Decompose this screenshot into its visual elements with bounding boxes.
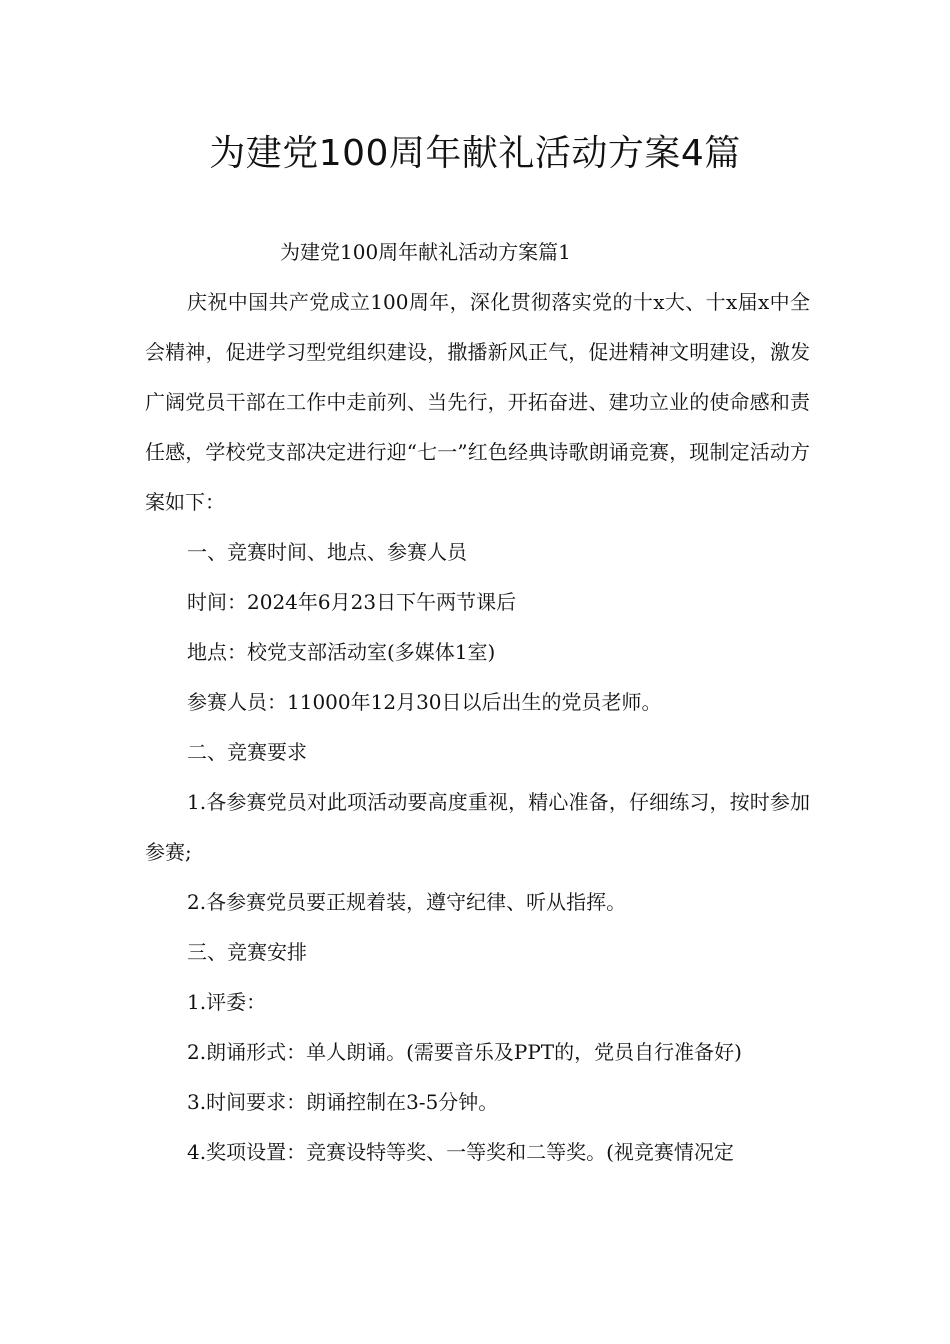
document-title: 为建党100周年献礼活动方案4篇 (209, 133, 741, 174)
intro-paragraph: 庆祝中国共产党成立100周年，深化贯彻落实党的十x大、十x届x中全会精神，促进学习型党组织建设，撒播新风正气，促进精神文明建设，激发广阔党员干部在工作中走前列、当先行，开拓奋进、建功立业的使命感和责任感，学校党支部决定进行迎“七一”红色经典诗歌朗诵竞赛，现制定活动方案如下： (145, 290, 810, 514)
section-heading-requirements: 二、竞赛要求 (187, 740, 307, 764)
section-heading-arrangement: 三、竞赛安排 (187, 940, 307, 964)
requirement-item: 1.各参赛党员对此项活动要高度重视，精心准备，仔细练习，按时参加参赛; (145, 790, 810, 864)
section-subtitle: 为建党100周年献礼活动方案篇1 (280, 240, 571, 264)
contest-time: 时间：2024年6月23日下午两节课后 (187, 590, 517, 614)
contest-participants: 参赛人员：11000年12月30日以后出生的党员老师。 (187, 690, 662, 714)
arrangement-item: 2.朗诵形式：单人朗诵。(需要音乐及PPT的，党员自行准备好) (187, 1040, 742, 1064)
arrangement-item: 4.奖项设置：竞赛设特等奖、一等奖和二等奖。(视竞赛情况定 (187, 1140, 734, 1164)
arrangement-item: 1.评委： (187, 990, 267, 1014)
contest-location: 地点：校党支部活动室(多媒体1室) (187, 640, 496, 664)
section-heading-time-place: 一、竞赛时间、地点、参赛人员 (187, 540, 467, 564)
document-body (145, 227, 810, 1177)
arrangement-item: 3.时间要求：朗诵控制在3-5分钟。 (187, 1090, 499, 1114)
requirement-item: 2.各参赛党员要正规着装，遵守纪律、听从指挥。 (187, 890, 627, 914)
